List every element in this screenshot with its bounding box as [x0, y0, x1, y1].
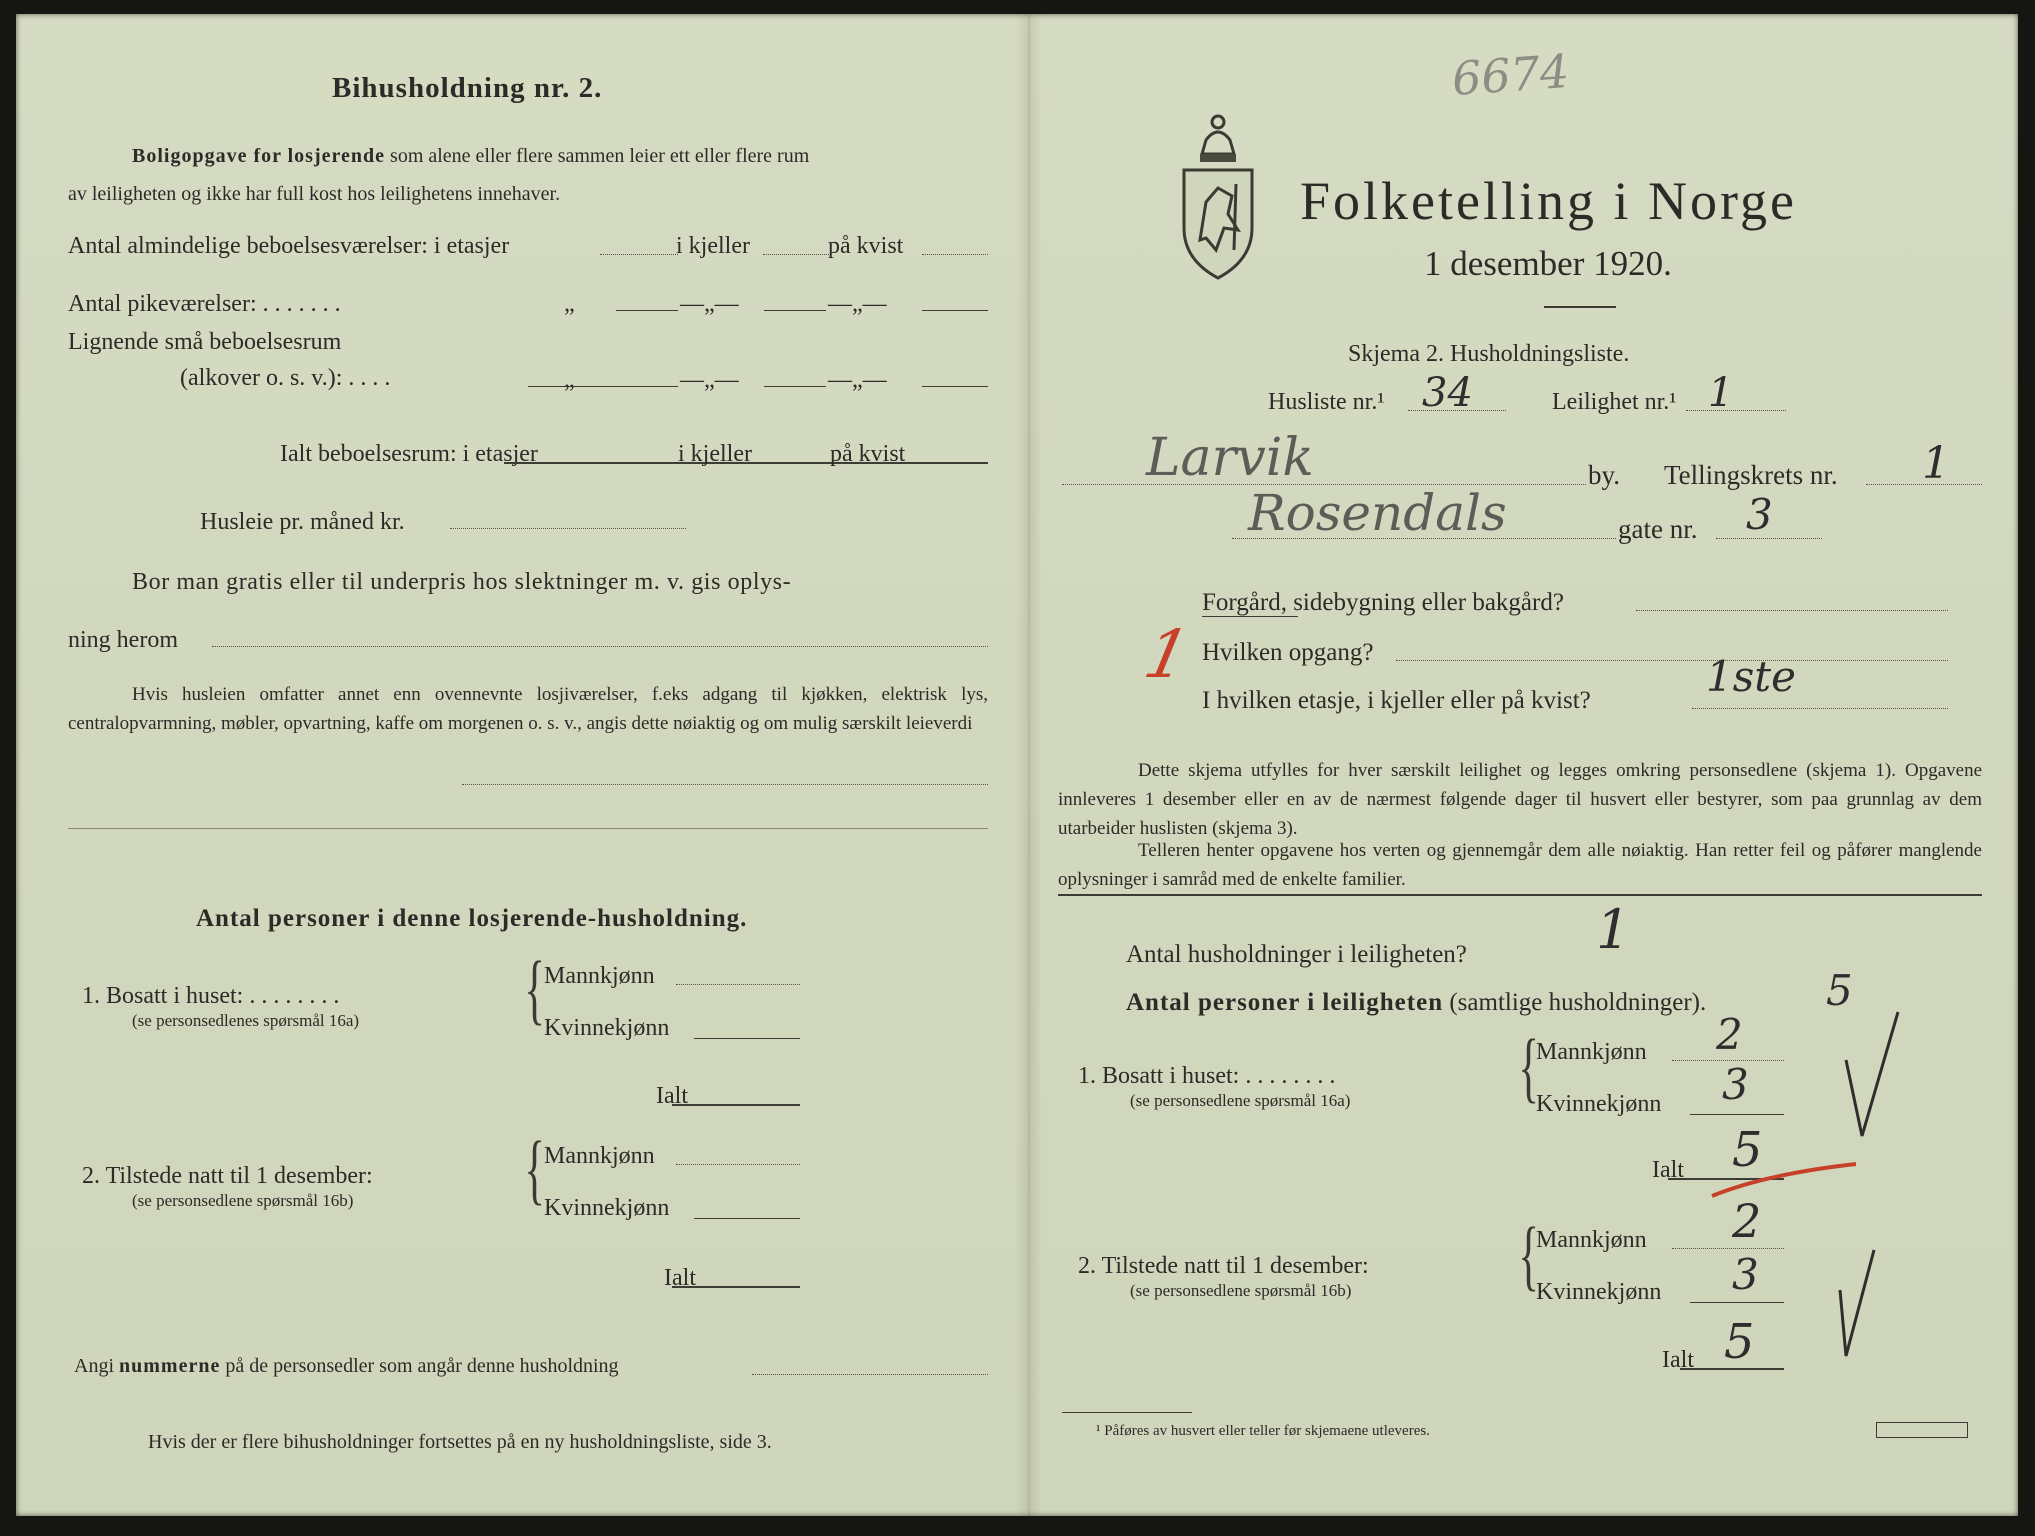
field-right-tilstede-kvinne — [1690, 1302, 1784, 1303]
husleie-label: Husleie pr. måned kr. — [200, 509, 405, 535]
page-fold — [1016, 14, 1042, 1516]
antal-pers-value: 5 — [1826, 966, 1853, 1015]
right-bosatt-mann-label: Mannkjønn — [1536, 1039, 1647, 1065]
opgang-question: Hvilken opgang? — [1202, 639, 1374, 666]
field-bor — [212, 646, 988, 647]
husliste-value: 34 — [1422, 370, 1473, 416]
ditto-dash: —„— — [680, 367, 739, 393]
antal-hush-label: Antal husholdninger i leiligheten? — [1126, 941, 1467, 968]
main-title: Folketelling i Norge — [1300, 171, 1797, 231]
field-left-tilstede-ialt — [672, 1286, 800, 1288]
instruction-para-1: Dette skjema utfylles for hver særskilt leilighet og legges omkring personsedlene (skjema 1). Opgavene innleveres 1 desember eller en av de nærmest følgende dager til husvert eller bestyrer, som paa grunnlag av dem utarbeider huslisten (skjema 3). — [1058, 760, 1982, 839]
right-bosatt-kvinne-value: 3 — [1722, 1060, 1749, 1109]
coat-of-arms-icon — [1176, 110, 1260, 284]
field-alm-etasjer — [600, 254, 678, 255]
right-bosatt-mann-value: 2 — [1716, 1010, 1743, 1059]
ditto-mark: „ — [564, 291, 575, 317]
left-tilstede-label: 2. Tilstede natt til 1 desember: — [82, 1163, 373, 1189]
brace: { — [524, 945, 546, 1032]
label-i-kjeller: i kjeller — [676, 233, 750, 259]
angi-bold: nummerne — [119, 1355, 221, 1377]
field-right-tilstede-mann — [1672, 1248, 1784, 1249]
gate-value: Rosendals — [1248, 484, 1507, 542]
field-opgang — [1396, 660, 1948, 661]
label-pa-kvist: på kvist — [830, 441, 906, 467]
left-title: Bihusholdning nr. 2. — [332, 72, 603, 104]
left-tilstede-mann-label: Mannkjønn — [544, 1143, 655, 1169]
census-sheet — [16, 14, 2018, 1516]
field-left-bosatt-mann — [676, 984, 800, 985]
ditto-mark: „ — [564, 367, 575, 393]
field-lign-kjeller — [764, 386, 826, 387]
right-tilstede-mann-label: Mannkjønn — [1536, 1227, 1647, 1253]
gate-label: gate nr. — [1618, 514, 1698, 544]
left-bosatt-label: 1. Bosatt i huset: . . . . . . . . — [82, 983, 340, 1009]
section-rule — [68, 828, 988, 829]
brace: { — [1518, 1211, 1540, 1298]
left-intro-line1 — [132, 146, 809, 166]
check-marks-icon — [1816, 1004, 1916, 1394]
field-lign-etasjer — [528, 386, 678, 387]
field-alm-kjeller — [763, 254, 829, 255]
field-etasje — [1692, 708, 1948, 709]
row-almindelige-label: Antal almindelige beboelsesværelser: i etasjer — [68, 233, 510, 259]
ditto-dash: —„— — [680, 291, 739, 317]
krets-label: Tellingskrets nr. — [1664, 460, 1838, 490]
row-lignende-label-1: Lignende små beboelsesrum — [68, 329, 342, 355]
field-alm-kvist — [922, 254, 988, 255]
field-left-tilstede-kvinne — [694, 1218, 800, 1219]
brace: { — [524, 1125, 546, 1212]
husliste-label: Husliste nr.¹ — [1268, 389, 1385, 415]
left-tilstede-ialt-label: Ialt — [664, 1265, 696, 1291]
angi-post: på de personsedler som angår denne husholdning — [225, 1355, 619, 1377]
field-husleie — [450, 528, 686, 529]
left-tilstede-kvinne-label: Kvinnekjønn — [544, 1195, 670, 1221]
krets-value: 1 — [1922, 438, 1950, 489]
antal-pers-bold: Antal personer i leiligheten — [1126, 989, 1444, 1016]
field-angi — [752, 1374, 988, 1375]
right-tilstede-kvinne-value: 3 — [1732, 1250, 1759, 1299]
left-bosatt-mann-label: Mannkjønn — [544, 963, 655, 989]
footnote-rule — [1062, 1412, 1192, 1413]
instruction-para-2: Telleren henter opgavene hos verten og gjennemgår dem alle nøiaktig. Han retter feil og påfører manglende oplysninger i samråd med de enkelte familier. — [1058, 840, 1982, 890]
right-tilstede-kvinne-label: Kvinnekjønn — [1536, 1279, 1662, 1305]
ditto-dash: —„— — [828, 367, 887, 393]
field-right-bosatt-kvinne — [1690, 1114, 1784, 1115]
left-bosatt-ialt-label: Ialt — [656, 1083, 688, 1109]
field-pike-etasjer — [616, 310, 678, 311]
printer-stamp — [1876, 1422, 1968, 1438]
field-leilighet — [1686, 410, 1786, 411]
right-tilstede-ialt-label: Ialt — [1662, 1347, 1694, 1373]
left-bosatt-kvinne-label: Kvinnekjønn — [544, 1015, 670, 1041]
field-pike-kvist — [922, 310, 988, 311]
right-tilstede-label: 2. Tilstede natt til 1 desember: — [1078, 1253, 1369, 1279]
angi-pre: Angi — [74, 1355, 114, 1377]
row-ialt-label: Ialt beboelsesrum: i etasjer — [280, 441, 538, 467]
ditto-dash: —„— — [828, 291, 887, 317]
etasje-value: 1ste — [1706, 652, 1797, 701]
left-antal-heading: Antal personer i denne losjerende-husholdning. — [196, 905, 748, 932]
instruction-rule — [1058, 894, 1982, 896]
skjema-label: Skjema 2. Husholdningsliste. — [1348, 341, 1630, 367]
left-intro-line2: av leiligheten og ikke har full kost hos leilighetens innehaver. — [68, 183, 561, 205]
right-tilstede-ialt-value: 5 — [1724, 1314, 1755, 1370]
gate-nr-value: 3 — [1746, 490, 1773, 539]
footnote: ¹ Påføres av husvert eller teller før skjemaene utleveres. — [1096, 1423, 1430, 1439]
row-lignende-label-2: (alkover o. s. v.): . . . . — [180, 365, 391, 391]
right-bosatt-ialt-value: 5 — [1732, 1122, 1763, 1178]
left-bosatt-sub: (se personsedlenes spørsmål 16a) — [132, 1011, 360, 1030]
opgang-mark: 1 — [1137, 616, 1197, 693]
main-date: 1 desember 1920. — [1424, 244, 1672, 283]
field-left-bosatt-kvinne — [694, 1038, 800, 1039]
left-footer: Hvis der er flere bihusholdninger fortsettes på en ny husholdningsliste, side 3. — [148, 1431, 772, 1453]
by-label: by. — [1588, 460, 1620, 490]
bor-line2: ning herom — [68, 627, 178, 653]
forgard-question: Forgård, sidebygning eller bakgård? — [1202, 589, 1564, 616]
right-bosatt-kvinne-label: Kvinnekjønn — [1536, 1091, 1662, 1117]
label-i-kjeller: i kjeller — [678, 441, 752, 467]
antal-hush-value: 1 — [1596, 898, 1631, 961]
etasje-question: I hvilken etasje, i kjeller eller på kvist? — [1202, 687, 1591, 714]
antal-pers-rest: (samtlige husholdninger). — [1449, 989, 1707, 1016]
field-forgard — [1636, 610, 1948, 611]
right-bosatt-sub: (se personsedlene spørsmål 16a) — [1130, 1091, 1351, 1110]
left-tilstede-sub: (se personsedlene spørsmål 16b) — [132, 1191, 354, 1210]
by-value: Larvik — [1146, 428, 1314, 488]
leilighet-value: 1 — [1708, 370, 1734, 416]
row-pike-label: Antal pikeværelser: . . . . . . . — [68, 291, 341, 317]
right-bosatt-ialt-label: Ialt — [1652, 1157, 1684, 1183]
field-left-bosatt-ialt — [672, 1104, 800, 1106]
title-rule — [1544, 306, 1616, 308]
field-lign-kvist — [922, 386, 988, 387]
leilighet-label: Leilighet nr.¹ — [1552, 389, 1677, 415]
field-left-tilstede-mann — [676, 1164, 800, 1165]
brace: { — [1518, 1023, 1540, 1110]
archive-number: 6674 — [1450, 43, 1571, 107]
right-tilstede-mann-value: 2 — [1732, 1194, 1762, 1248]
bor-line1: Bor man gratis eller til underpris hos slektninger m. v. gis oplys- — [132, 569, 792, 595]
right-bosatt-label: 1. Bosatt i huset: . . . . . . . . — [1078, 1063, 1336, 1089]
field-pike-kjeller — [764, 310, 826, 311]
right-tilstede-sub: (se personsedlene spørsmål 16b) — [1130, 1281, 1352, 1300]
label-pa-kvist: på kvist — [828, 233, 904, 259]
angi-line — [74, 1356, 619, 1376]
field-leieverdi — [462, 784, 988, 785]
forgard-underline — [1202, 616, 1298, 617]
hvis-paragraph: Hvis husleien omfatter annet enn ovennevnte losjiværelser, f.eks adgang til kjøkken, elektrisk lys, centralopvarmning, møbler, opvartning, kaffe om morgenen o. s. v., angis dette nøiaktig og om mulig særskilt leieverdi — [68, 684, 988, 734]
antal-pers-line — [1126, 990, 1706, 1015]
intro-rest: som alene eller flere sammen leier ett eller flere rum — [390, 145, 810, 167]
intro-bold: Boligopgave for losjerende — [132, 145, 386, 167]
